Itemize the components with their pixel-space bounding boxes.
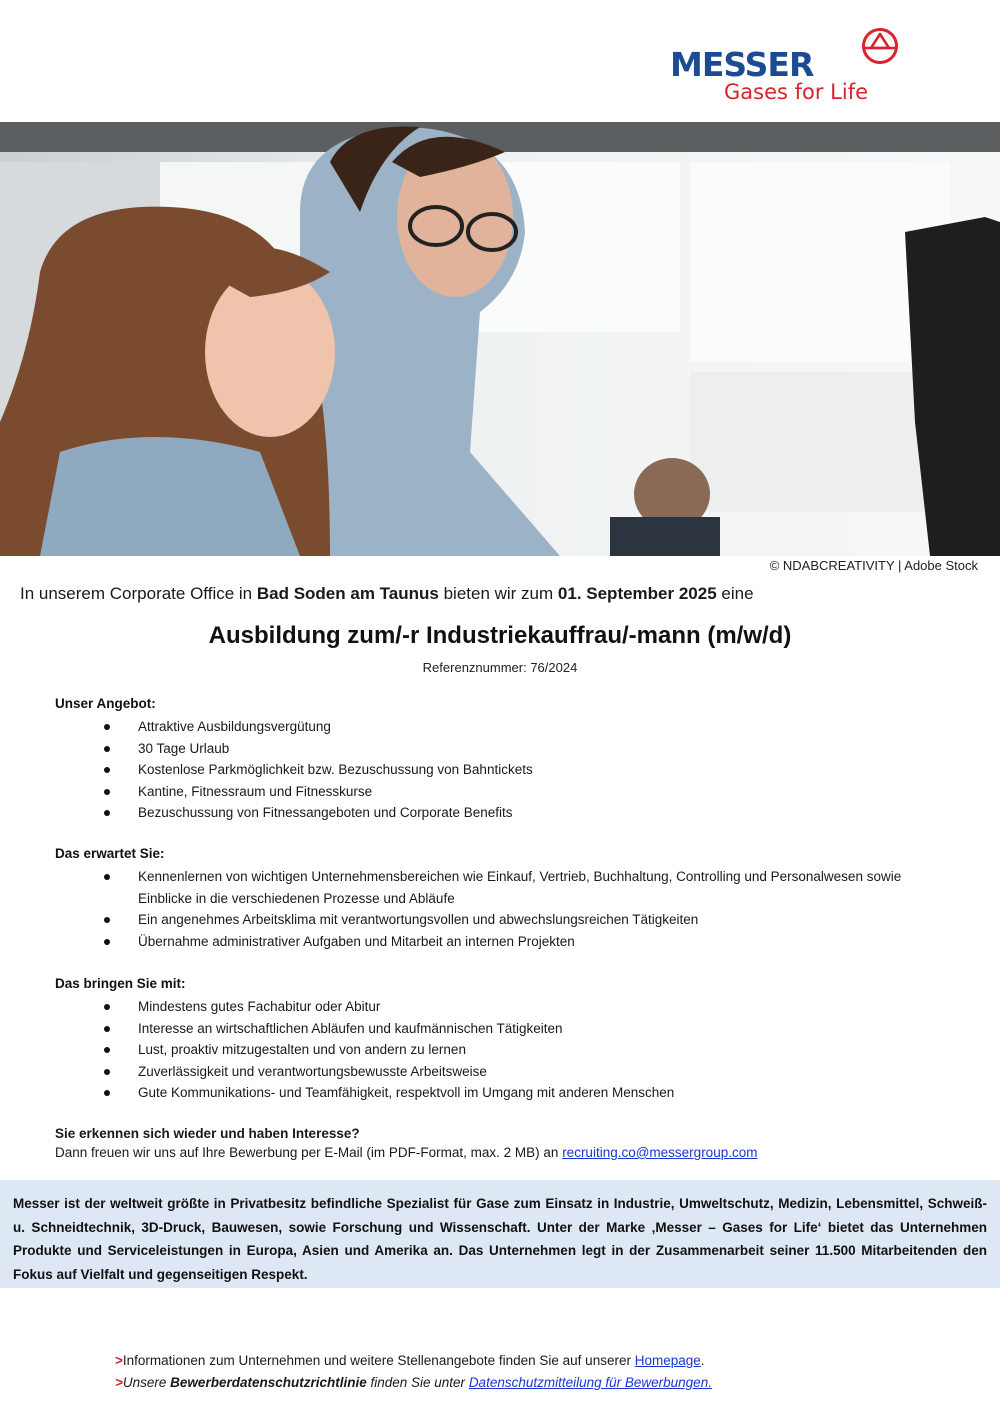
offer-list — [55, 716, 935, 824]
office-photo — [0, 122, 1000, 556]
list-item: Bezuschussung von Fitnessangeboten und Corporate Benefits — [55, 802, 935, 824]
intro-text: In unserem Corporate Office in Bad Soden am Taunus bieten wir zum 01. September 2025 eine — [20, 584, 754, 603]
photo-credit: © NDABCREATIVITY | Adobe Stock — [769, 558, 978, 573]
expect-list — [55, 866, 935, 952]
contact-text: Dann freuen wir uns auf Ihre Bewerbung per E-Mail (im PDF-Format, max. 2 MB) an recruiting.co@messergroup.com — [55, 1145, 758, 1160]
footer-line-privacy: >Unsere Bewerberdatenschutzrichtlinie finden Sie unter Datenschutzmitteilung für Bewerbungen. — [115, 1375, 712, 1390]
arrow-marker-icon: > — [115, 1353, 123, 1368]
homepage-link[interactable]: Homepage — [634, 1353, 701, 1368]
list-item: Mindestens gutes Fachabitur oder Abitur — [55, 996, 935, 1018]
offer-section — [55, 696, 935, 824]
job-title: Ausbildung zum/-r Industriekauffrau/-mann (m/w/d) — [208, 622, 792, 649]
expect-section — [55, 846, 935, 952]
office-photo-illustration — [0, 122, 1000, 556]
list-item: Kostenlose Parkmöglichkeit bzw. Bezuschussung von Bahntickets — [55, 759, 935, 781]
intro-date: 01. September 2025 — [557, 584, 717, 603]
bring-heading: Das bringen Sie mit: — [55, 976, 186, 991]
list-item: Übernahme administrativer Aufgaben und Mitarbeit an internen Projekten — [55, 931, 935, 953]
list-item: Kennenlernen von wichtigen Unternehmensbereichen wie Einkauf, Vertrieb, Buchhaltung, Controlling und Personalwesen sowie Einblicke in die verschiedenen Prozesse und Abläufe — [55, 866, 935, 909]
bring-list — [55, 996, 935, 1104]
arrow-marker-icon: > — [115, 1375, 123, 1390]
list-item: Attraktive Ausbildungsvergütung — [55, 716, 935, 738]
brand-tagline: Gases for Life — [724, 80, 869, 104]
brand-name: MESSER — [670, 45, 814, 84]
company-description: Messer ist der weltweit größte in Privatbesitz befindliche Spezialist für Gase zum Einsatz in Industrie, Umweltschutz, Medizin, Lebensmittel, Schweiß- u. Schneidtechnik, 3D-Druck, Bauwesen, sowie Forschung und Wissenschaft. Unter der Marke ‚Messer – Gases for Life‘ bietet das Unternehmen Produkte und Serviceleistungen in Europa, Asien und Amerika an. Das Unternehmen legt in der Zusammenarbeit seiner 11.500 Mitarbeitenden den Fokus auf Vielfalt und gegenseitigen Respekt. — [13, 1196, 987, 1282]
list-item: Lust, proaktiv mitzugestalten und von andern zu lernen — [55, 1039, 935, 1061]
list-item: Interesse an wirtschaftlichen Abläufen und kaufmännischen Tätigkeiten — [55, 1018, 935, 1040]
intro-location: Bad Soden am Taunus — [256, 584, 439, 603]
list-item: Gute Kommunikations- und Teamfähigkeit, respektvoll im Umgang mit anderen Menschen — [55, 1082, 935, 1104]
list-item: Zuverlässigkeit und verantwortungsbewusste Arbeitsweise — [55, 1061, 935, 1083]
list-item: Kantine, Fitnessraum und Fitnesskurse — [55, 781, 935, 803]
messer-logo-icon — [860, 26, 900, 66]
footer-line-homepage: >Informationen zum Unternehmen und weitere Stellenangebote finden Sie auf unserer Homepage. — [115, 1353, 705, 1368]
bring-section — [55, 976, 935, 1104]
offer-heading: Unser Angebot: — [55, 696, 156, 711]
expect-heading: Das erwartet Sie: — [55, 846, 165, 861]
privacy-policy-link[interactable]: Datenschutzmitteilung für Bewerbungen. — [468, 1375, 712, 1390]
company-description-box — [0, 1180, 1000, 1288]
reference-number: Referenznummer: 76/2024 — [422, 660, 578, 675]
contact-heading: Sie erkennen sich wieder und haben Interesse? — [55, 1126, 360, 1141]
contact-section — [55, 1126, 935, 1160]
footer — [115, 1350, 975, 1394]
messer-logo — [668, 26, 908, 110]
list-item: Ein angenehmes Arbeitsklima mit verantwortungsvollen und abwechslungsreichen Tätigkeiten — [55, 909, 935, 931]
email-link[interactable]: recruiting.co@messergroup.com — [562, 1145, 758, 1160]
list-item: 30 Tage Urlaub — [55, 738, 935, 760]
